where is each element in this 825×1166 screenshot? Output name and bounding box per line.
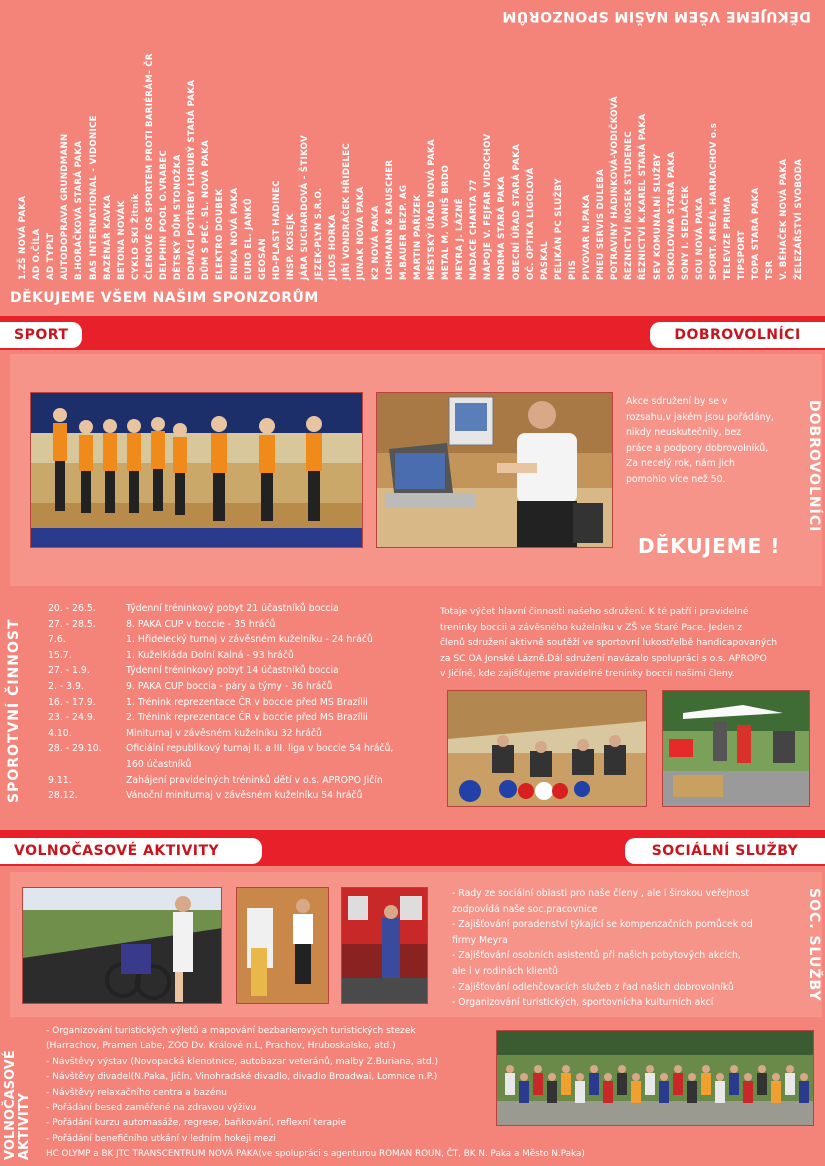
sponsor-name: AUTODOPRAVA GRUNDMANN [60, 133, 71, 280]
trail-photo [22, 887, 222, 1004]
leisure-item: (Harrachov, Pramen Labe, ZOO Dv. Králové n.L, Prachov, Hruboskalsko, atd.) [46, 1041, 396, 1052]
sponsor-name: K2 NOVÁ PAKA [370, 205, 381, 280]
sponsor-name: JILOS HORKA [328, 214, 339, 280]
leisure-list [46, 1024, 585, 1163]
schedule-text: 1. Hřidelecký turnaj v závěsném kuželníku - 24 hráčů [126, 634, 373, 646]
sponsor-item [413, 40, 425, 280]
schedule-date: 23. - 24.9. [48, 712, 96, 724]
sponsor-name: MEYRA J. LÁZNĚ [455, 198, 466, 280]
schedule-row [48, 619, 275, 630]
summary-line: treninky boccii a závěsného kuželníku v ZŠ ve Staré Pace. Jeden z [440, 621, 743, 633]
schedule-row [48, 743, 393, 754]
sponsor-name: EURO EL. JANKŮ [243, 197, 254, 280]
sponsor-item [427, 40, 439, 280]
sponsor-name: M.BAUER BEZP. AG [398, 184, 409, 280]
sponsor-item [32, 40, 44, 280]
sponsor-name: SONY I. SEDLÁČEK [680, 185, 691, 280]
volunteers-side-label: DOBROVOLNÍCI [806, 400, 822, 533]
schedule-date: 4.10. [48, 727, 72, 739]
sponsor-name: DOMÁCÍ POTŘEBY LHRUBÝ STARÁ PAKA [187, 79, 198, 280]
sponsor-name: B.HORÁČKOVÁ STARÁ PAKA [74, 140, 85, 280]
schedule-row [48, 759, 191, 770]
sponsor-name: SPORT. AREÁL HARRACHOV o.s [708, 122, 719, 280]
sponsor-item [695, 40, 707, 280]
sponsor-item [201, 40, 213, 280]
sponsor-item [681, 40, 693, 280]
sponsor-item [399, 40, 411, 280]
schedule-text: 1. Kuželkiáda Dolní Kalná - 93 hráčů [126, 649, 294, 661]
sponsor-name: AD O.ČÍLA [32, 228, 43, 280]
thanks-text: DĚKUJEME ! [638, 534, 781, 558]
sponsor-name: SEV KOMUNÁLNÍ SLUŽBY [652, 153, 663, 280]
sponsors-title-top: DĚKUJEME VŠEM NAŠIM SPONZORŮM [502, 8, 811, 24]
sponsor-name: OČ. OPTIKA LIGOLOVÁ [525, 167, 536, 280]
schedule-row [48, 665, 339, 676]
schedule-date: 20. - 26.5. [48, 603, 96, 614]
computer-photo-image [377, 393, 613, 548]
schedule-text: 1. Trénink reprezentace ČR v boccie před MS Brazílii [126, 696, 368, 708]
social-item: zodpovídá naše soc.pracovnice [452, 903, 598, 915]
sponsor-name: MĚSTSKÝ ÚŘAD NOVÁ PAKA [426, 139, 437, 280]
sponsor-item [497, 40, 509, 280]
sponsor-name: LOHMANN & RAUSCHER [384, 159, 395, 280]
leisure-item: - Pořádání benefičního utkání v ledním hokeji mezi [46, 1133, 276, 1144]
social-item: - Organizování turistických, sportovnícha kulturních akcí [452, 997, 714, 1009]
schedule-text: 2. Trénink reprezentace ČR v boccie před MS Brazílii [126, 712, 368, 724]
sponsor-name: NADACE CHARTA 77 [469, 179, 480, 280]
sponsor-name: 1.ZŠ NOVÁ PAKA [18, 195, 28, 280]
sponsor-item [779, 40, 791, 280]
volunteers-line: práce a podpory dobrovolníků, [626, 442, 769, 454]
social-list [452, 886, 792, 1011]
sponsor-name: AD TYPLT [46, 232, 57, 280]
sponsor-item [173, 40, 185, 280]
train-photo-image [342, 888, 428, 1004]
sponsor-item [624, 40, 636, 280]
sponsor-name: TOPA STARÁ PAKA [751, 187, 762, 280]
summary-line: za SC OA Jonské Lázně.Dál sdružení navázalo spolupráci s o.s. APROPO [440, 652, 767, 664]
sponsor-name: ELEKTRO DOUBEK [215, 188, 226, 280]
sponsor-name: TSR [765, 260, 776, 280]
sponsor-name: JIŘÍ VONDRÁČEK HŘIDELEC [342, 143, 353, 280]
boccia-photo-image [448, 691, 647, 807]
sport-activity-side-label: SPOROTVNÍ ČINNOST [6, 618, 22, 803]
sponsor-name: ČLENOVÉ OS SPORTEM PROTI BARIÉRÁM- ČR [144, 53, 155, 280]
sponsor-item [526, 40, 538, 280]
social-item: - Rady ze sociální oblasti pro naše členy , ale i širokou veřejnost [452, 888, 749, 899]
social-label: SOCIÁLNÍ SLUŽBY [625, 838, 825, 864]
leisure-item: - Pořádání besed zaměřené na zdravou výživu [46, 1103, 257, 1114]
schedule-row [48, 775, 383, 786]
schedule-row [48, 634, 373, 645]
sponsors-section [0, 0, 825, 320]
schedule-date: 27. - 1.9. [48, 665, 90, 677]
sponsor-item [455, 40, 467, 280]
sponsor-name: PIIS [567, 259, 578, 280]
sponsors-title: DĚKUJEME VŠEM NAŠIM SPONZORŮM [10, 290, 319, 306]
sponsor-name: METAL M. VANIŠ BRDO [441, 164, 451, 280]
team-photo-image [31, 393, 363, 548]
sponsor-name: JUNAK NOVÁ PAKA [356, 186, 367, 280]
group-photo [496, 1030, 814, 1126]
schedule-date: 9.11. [48, 774, 72, 786]
schedule-date: 7.6. [48, 634, 66, 646]
schedule-row [48, 697, 368, 708]
sponsor-item [667, 40, 679, 280]
sponsor-item [46, 40, 58, 280]
schedule-text: Oficiální republikový turnaj II. a III. liga v boccie 54 hráčů, [126, 743, 394, 755]
sponsor-item [751, 40, 763, 280]
sponsor-name: ŘEZNICTVÍ NOSEK STUDENEC [624, 131, 635, 280]
sponsor-item [540, 40, 552, 280]
sponsor-name: INSP. KOSEJK [285, 213, 296, 280]
sponsor-name: SOU NOVÁ PAKA [694, 197, 705, 280]
schedule-text: Zahájení pravidelných tréninků dětí v o.s. APROPO Jičín [126, 774, 383, 786]
sponsor-name: GEOSAN [257, 237, 268, 280]
sponsor-name: SOKOLOVNA STARÁ PAKA [666, 151, 677, 280]
sponsor-name: DELPHIN POOL O.VRABEC [159, 149, 169, 280]
sponsor-item [258, 40, 270, 280]
schedule-date: 15.7. [48, 649, 72, 661]
schedule-row [48, 728, 322, 739]
schedule-text: 9. PAKA CUP boccia - páry a týmy - 36 hráčů [126, 681, 333, 692]
sponsor-item [60, 40, 72, 280]
sponsor-item [610, 40, 622, 280]
sponsor-item [244, 40, 256, 280]
sponsor-item [187, 40, 199, 280]
sponsor-item [723, 40, 735, 280]
schedule-text: Vánoční miniturnaj v závěsném kuželníku 54 hráčů [126, 790, 363, 802]
sponsor-name: V. BĚHAČEK NOVÁ PAKA [779, 158, 790, 280]
schedule-row [48, 712, 368, 723]
sponsor-item [638, 40, 650, 280]
sponsor-item [328, 40, 340, 280]
schedule-text: Týdenní tréninkový pobyt 14 účastníků boccia [126, 665, 339, 677]
sponsor-item [89, 40, 101, 280]
sponsor-item [18, 40, 30, 280]
social-item: - Zajišťování poradenství týkající se kompenzačních pomůcek od [452, 919, 753, 931]
volunteers-line: rozsahu,v jakém jsou pořádány, [626, 411, 775, 423]
volunteers-line: pomohlo více než 50. [626, 473, 726, 485]
sponsor-item [554, 40, 566, 280]
schedule-text: Týdenní tréninkový pobyt 21 účastníků boccia [126, 603, 339, 614]
computer-photo [376, 392, 613, 548]
outdoor-photo-image [663, 691, 810, 807]
sponsor-item [342, 40, 354, 280]
sponsor-item [794, 40, 806, 280]
sponsor-item [230, 40, 242, 280]
sponsor-item [159, 40, 171, 280]
volunteers-label: DOBROVOLNÍCI [650, 322, 825, 348]
schedule-date: 28.12. [48, 790, 78, 802]
sponsor-name: BETONA NOVÁK [116, 200, 127, 280]
sponsor-item [737, 40, 749, 280]
sponsor-item [272, 40, 284, 280]
sponsor-name: ŽELEZÁŘSTVÍ SVOBODA [793, 158, 804, 280]
outdoor-photo [662, 690, 810, 807]
schedule-row [48, 681, 332, 692]
sponsor-name: MARTIN PAŘÍZEK [412, 194, 423, 280]
summary-line: Totaje výčet hlavní činnosti našeho sdružení. K té patří i pravidelné [440, 606, 749, 617]
social-item: firmy Meyra [452, 934, 508, 946]
volunteers-line: Za necelý rok, nám jich [626, 458, 735, 469]
schedule-row [48, 603, 339, 614]
summary-line: v Jičíně, kde zajišťujeme pravidelné treninky boccii našimi členy. [440, 668, 735, 680]
schedule-date: 28. - 29.10. [48, 743, 102, 755]
leisure-item: - Organizování turistických výletů a mapování bezbarierových turistických stezek [46, 1026, 416, 1036]
sponsor-item [441, 40, 453, 280]
volunteers-text [626, 394, 796, 487]
leisure-item: - Pořádání kurzu automasáže, regrese, baňkování, reflexní terapie [46, 1118, 347, 1129]
leisure-side-label: VOLNOČASOVÉ AKTIVITY [3, 1050, 32, 1160]
sponsor-item [568, 40, 580, 280]
schedule-text: 8. PAKA CUP v boccie - 35 hráčů [126, 618, 276, 630]
sponsors-list [0, 0, 825, 280]
schedule-text: Miniturnaj v závěsném kuželníku 32 hráčů [126, 727, 322, 739]
boccia-photo [447, 690, 647, 807]
leisure-item: - Návštěvy relaxačního centra a bazénu [46, 1087, 228, 1098]
exhibition-photo-image [237, 888, 329, 1004]
sponsor-item [145, 40, 157, 280]
sponsor-name: POTRAVINY HADINKOVÁ-VODIČKOVÁ [610, 96, 621, 280]
sponsor-name: NÁPOJE V. FEJFAR VIDOCHOV [483, 133, 494, 280]
sponsor-item [653, 40, 665, 280]
sponsor-item [371, 40, 383, 280]
sponsor-item [512, 40, 524, 280]
summary-line: členů sdružení aktivně soutěží ve sportovní lukostřelbě handicapovaných [440, 637, 778, 649]
schedule-date: 2. - 3.9. [48, 681, 84, 692]
sponsor-name: PNEU SERVIS DULEBA [596, 168, 607, 280]
volunteers-line: nikdy neuskutečnily, bez [626, 427, 742, 438]
sponsor-item [131, 40, 143, 280]
sponsor-item [469, 40, 481, 280]
sponsor-name: ENIKA NOVÁ PAKA [229, 187, 240, 280]
sponsor-name: BAS INTERNATIONAL - VIDONICE [88, 115, 99, 280]
sponsor-name: DĚTSKÝ DŮM STONOŽKA [173, 154, 184, 280]
sponsor-name: OBECNÍ ÚŘAD STARÁ PAKA [511, 143, 522, 280]
sport-summary [440, 604, 818, 682]
schedule-text: 160 účastníků [126, 759, 192, 770]
social-side-label: SOC. SLUŽBY [806, 888, 822, 1002]
sponsor-item [709, 40, 721, 280]
volunteers-line: Akce sdružení by se v [626, 396, 728, 407]
sponsor-name: CYKLO SKI Žitník [130, 193, 141, 280]
sponsor-name: PASKAL [539, 241, 550, 280]
sponsor-item [117, 40, 129, 280]
sponsor-item [765, 40, 777, 280]
train-photo [341, 887, 428, 1004]
sport-label: SPORT [0, 322, 82, 348]
sponsor-name: PIVOVAR N.PAKA [582, 194, 592, 280]
sponsor-name: NORMA STARÁ PAKA [497, 176, 508, 280]
sponsor-name: BAZÉNÁŘ KAVKA [102, 194, 113, 280]
sponsor-name: JÁRA SUCHARDOVÁ - ŠTIKOV [300, 135, 310, 280]
sponsor-item [300, 40, 312, 280]
leisure-item: HC OLYMP a BK JTC TRANSCENTRUM NOVÁ PAKA(ve spolupráci s agenturou ROMAN ROUN, ČT, BK N. Paka a Město N.Paka) [46, 1149, 585, 1160]
schedule-date: 16. - 17.9. [48, 696, 96, 708]
leisure-item: - Návštěvy výstav (Novopacká klenotnice, autobazar veteránů, malby Z.Buriana, atd.) [46, 1056, 439, 1067]
sponsor-name: DŮM S PEČ. SL. NOVÁ PAKA [201, 139, 212, 280]
social-item: ale i v rodinách klientů [452, 965, 558, 977]
sponsor-item [314, 40, 326, 280]
group-photo-image [497, 1031, 814, 1126]
sponsor-item [385, 40, 397, 280]
sponsor-item [103, 40, 115, 280]
sponsor-item [582, 40, 594, 280]
sponsor-name: ŘEZNICTVÍ K.KAREL STARÁ PAKA [638, 113, 649, 280]
schedule-date: 27. - 28.5. [48, 618, 96, 630]
sponsor-item [356, 40, 368, 280]
sponsor-name: TIPSPORT [737, 230, 748, 280]
exhibition-photo [236, 887, 329, 1004]
sponsor-item [596, 40, 608, 280]
sponsor-item [215, 40, 227, 280]
leisure-label: VOLNOČASOVÉ AKTIVITY [0, 838, 262, 864]
sponsor-item [483, 40, 495, 280]
sponsor-name: PELIKÁN PC SLUŽBY [553, 178, 564, 280]
team-photo [30, 392, 363, 548]
social-item: - Zajišťování odlehčovacích služeb z řad našich dobrovolníků [452, 981, 734, 993]
sponsor-item [286, 40, 298, 280]
schedule-row [48, 790, 362, 801]
schedule-row [48, 650, 294, 661]
trail-photo-image [23, 888, 222, 1004]
sponsor-name: TELEVIZE PRIMA [723, 196, 733, 280]
sponsor-name: JEZEK-PLYN S.R.O. [314, 187, 325, 280]
leisure-item: - Návštěvy divadel(N.Paka, Jičín, Vinohradské divadlo, divadlo Broadwai, Lomnice n.P.) [46, 1072, 438, 1083]
sponsor-name: HD-PLAST HADINEC [271, 180, 282, 280]
sponsor-item [74, 40, 86, 280]
social-item: - Zajišťování osobních asistentů při našich pobytových akcích, [452, 950, 741, 962]
